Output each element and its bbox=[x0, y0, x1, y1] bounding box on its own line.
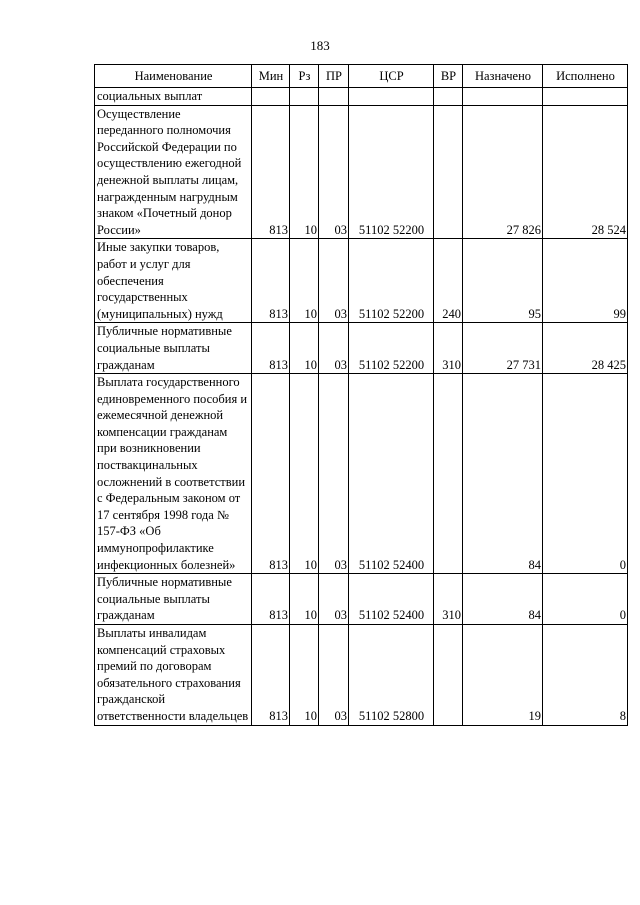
row-executed: 8 bbox=[543, 625, 628, 726]
header-min: Мин bbox=[252, 65, 290, 88]
table-row bbox=[95, 88, 628, 106]
row-rz bbox=[290, 88, 319, 106]
row-assigned: 84 bbox=[463, 374, 543, 574]
header-assigned: Назначено bbox=[463, 65, 543, 88]
header-executed: Исполнено bbox=[543, 65, 628, 88]
row-assigned: 84 bbox=[463, 574, 543, 625]
table-row bbox=[95, 574, 628, 625]
row-pr: 03 bbox=[319, 625, 349, 726]
row-rz: 10 bbox=[290, 323, 319, 374]
row-rz: 10 bbox=[290, 239, 319, 323]
row-name: Выплаты инвалидам компенсаций страховых премий по договорам обязательного страхования гражданской ответственности владельцев bbox=[95, 625, 252, 726]
row-assigned: 19 bbox=[463, 625, 543, 726]
row-min: 813 bbox=[252, 574, 290, 625]
table-row bbox=[95, 323, 628, 374]
row-assigned bbox=[463, 88, 543, 106]
header-name: Наименование bbox=[95, 65, 252, 88]
table-row bbox=[95, 625, 628, 726]
row-pr: 03 bbox=[319, 374, 349, 574]
table-row bbox=[95, 374, 628, 574]
row-name: социальных выплат bbox=[95, 88, 252, 106]
row-csr: 51102 52200 bbox=[349, 239, 434, 323]
row-pr: 03 bbox=[319, 574, 349, 625]
row-executed: 28 524 bbox=[543, 105, 628, 239]
table-header-row bbox=[95, 65, 628, 88]
row-name: Выплата государственного единовременного пособия и ежемесячной денежной компенсации гражданам при возникновении поствакцинальных осложнений в соответствии с Федеральным законом от 17 сентября 1998 года № 157-ФЗ «Об иммунопрофилактике инфекционных болезней» bbox=[95, 374, 252, 574]
row-executed bbox=[543, 88, 628, 106]
row-pr bbox=[319, 88, 349, 106]
row-rz: 10 bbox=[290, 105, 319, 239]
row-executed: 28 425 bbox=[543, 323, 628, 374]
row-min: 813 bbox=[252, 625, 290, 726]
row-name: Публичные нормативные социальные выплаты гражданам bbox=[95, 323, 252, 374]
row-csr: 51102 52200 bbox=[349, 323, 434, 374]
row-vr bbox=[434, 105, 463, 239]
row-vr bbox=[434, 88, 463, 106]
row-csr: 51102 52400 bbox=[349, 574, 434, 625]
table-row bbox=[95, 105, 628, 239]
header-pr: ПР bbox=[319, 65, 349, 88]
row-csr: 51102 52400 bbox=[349, 374, 434, 574]
row-vr: 310 bbox=[434, 323, 463, 374]
row-min: 813 bbox=[252, 323, 290, 374]
table-row bbox=[95, 239, 628, 323]
row-rz: 10 bbox=[290, 574, 319, 625]
row-csr: 51102 52800 bbox=[349, 625, 434, 726]
row-vr bbox=[434, 625, 463, 726]
row-pr: 03 bbox=[319, 239, 349, 323]
header-vr: ВР bbox=[434, 65, 463, 88]
row-executed: 99 bbox=[543, 239, 628, 323]
header-csr: ЦСР bbox=[349, 65, 434, 88]
row-csr bbox=[349, 88, 434, 106]
row-rz: 10 bbox=[290, 625, 319, 726]
row-min bbox=[252, 88, 290, 106]
budget-table bbox=[94, 64, 628, 726]
row-name: Осуществление переданного полномочия Российской Федерации по осуществлению ежегодной денежной выплаты лицам, награжденным нагрудным знаком «Почетный донор России» bbox=[95, 105, 252, 239]
row-pr: 03 bbox=[319, 323, 349, 374]
row-pr: 03 bbox=[319, 105, 349, 239]
row-name: Публичные нормативные социальные выплаты гражданам bbox=[95, 574, 252, 625]
row-assigned: 95 bbox=[463, 239, 543, 323]
row-min: 813 bbox=[252, 105, 290, 239]
row-assigned: 27 731 bbox=[463, 323, 543, 374]
row-min: 813 bbox=[252, 374, 290, 574]
header-rz: Рз bbox=[290, 65, 319, 88]
row-min: 813 bbox=[252, 239, 290, 323]
row-executed: 0 bbox=[543, 574, 628, 625]
row-rz: 10 bbox=[290, 374, 319, 574]
row-assigned: 27 826 bbox=[463, 105, 543, 239]
page-number: 183 bbox=[310, 38, 330, 53]
row-vr: 310 bbox=[434, 574, 463, 625]
row-executed: 0 bbox=[543, 374, 628, 574]
row-name: Иные закупки товаров, работ и услуг для обеспечения государственных (муниципальных) нужд bbox=[95, 239, 252, 323]
row-vr: 240 bbox=[434, 239, 463, 323]
row-vr bbox=[434, 374, 463, 574]
row-csr: 51102 52200 bbox=[349, 105, 434, 239]
